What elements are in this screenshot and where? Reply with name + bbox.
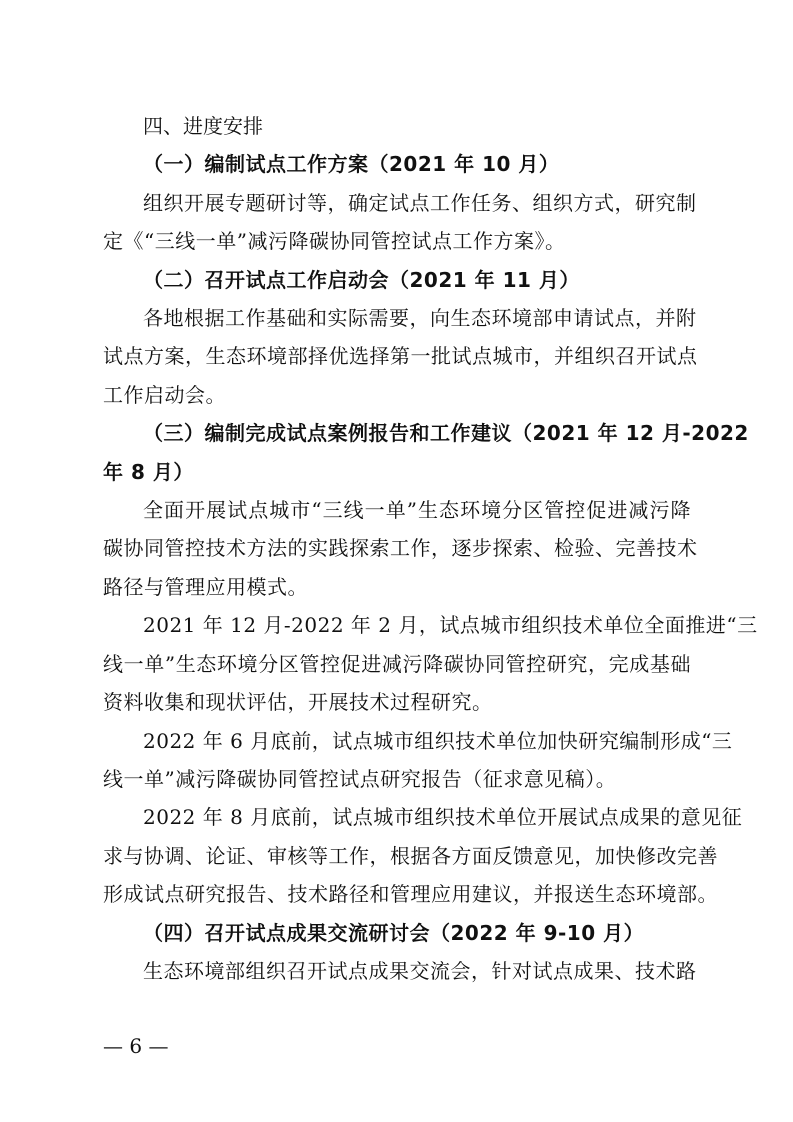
paragraph <box>103 184 697 261</box>
text-line: 各地根据工作基础和实际需要，向生态环境部申请试点，并附 <box>143 306 697 331</box>
section-title: 四、进度安排 <box>143 114 263 138</box>
document-body <box>103 107 758 990</box>
heading-line: （四）召开试点成果交流研讨会（2022 年 9-10 月） <box>143 920 645 945</box>
text-line: 线一单”生态环境分区管控促进减污降碳协同管控研究，完成基础 <box>103 651 691 676</box>
heading-line: 年 8 月） <box>103 459 194 484</box>
subsection-heading-2 <box>103 261 691 299</box>
text-line: 碳协同管控技术方法的实践探索工作，逐步探索、检验、完善技术 <box>103 536 698 561</box>
paragraph <box>103 798 743 913</box>
page-number: — 6 — <box>103 1034 169 1058</box>
paragraph <box>103 299 698 414</box>
text-line: 形成试点研究报告、技术路径和管理应用建议，并报送生态环境部。 <box>103 882 718 907</box>
paragraph <box>103 491 698 606</box>
text-line: 生态环境部组织召开试点成果交流会，针对试点成果、技术路 <box>143 958 697 983</box>
text-line: 路径与管理应用模式。 <box>103 574 308 599</box>
text-line: 定《“三线一单”减污降碳协同管控试点工作方案》。 <box>103 229 566 254</box>
text-line: 组织开展专题研讨等，确定试点工作任务、组织方式，研究制 <box>143 190 697 215</box>
paragraph <box>103 722 733 799</box>
text-line: 2022 年 8 月底前，试点城市组织技术单位开展试点成果的意见征 <box>143 805 743 830</box>
heading-line: （一）编制试点工作方案（2021 年 10 月） <box>143 152 560 177</box>
text-line: 线一单”减污降碳协同管控试点研究报告（征求意见稿）。 <box>103 766 617 791</box>
heading-line: （二）召开试点工作启动会（2021 年 11 月） <box>143 267 580 292</box>
text-line: 2021 年 12 月-2022 年 2 月，试点城市组织技术单位全面推进“三 <box>143 613 758 638</box>
text-line: 2022 年 6 月底前，试点城市组织技术单位加快研究编制形成“三 <box>143 728 733 753</box>
text-line: 资料收集和现状评估，开展技术过程研究。 <box>103 690 493 715</box>
subsection-heading-1 <box>103 145 691 183</box>
subsection-heading-4 <box>103 914 691 952</box>
text-line: 试点方案，生态环境部择优选择第一批试点城市，并组织召开试点 <box>103 344 698 369</box>
heading-line: （三）编制完成试点案例报告和工作建议（2021 年 12 月-2022 <box>143 421 749 446</box>
text-line: 工作启动会。 <box>103 382 226 407</box>
paragraph <box>103 952 697 990</box>
paragraph <box>103 606 758 721</box>
text-line: 全面开展试点城市“三线一单”生态环境分区管控促进减污降 <box>143 498 691 523</box>
text-line: 求与协调、论证、审核等工作，根据各方面反馈意见，加快修改完善 <box>103 843 718 868</box>
subsection-heading-3 <box>103 414 749 491</box>
